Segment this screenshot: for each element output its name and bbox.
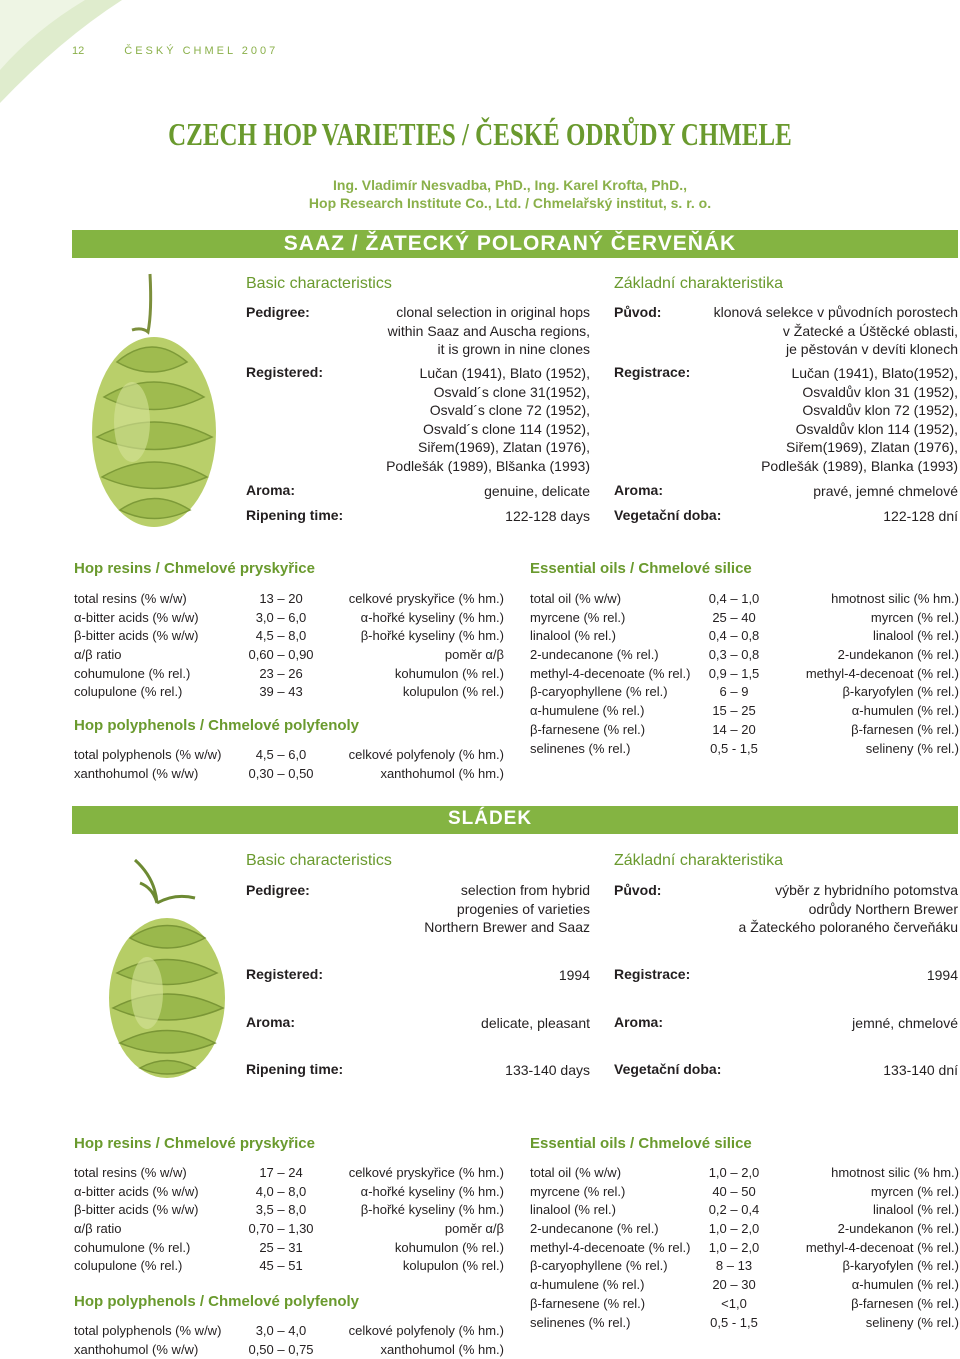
cell-range: 4,5 – 8,0	[255, 628, 307, 644]
label-pedigree: Pedigree:	[246, 304, 310, 320]
basic-heading-cz-saaz: Základní charakteristika	[614, 275, 783, 292]
cell-range: <1,0	[721, 1295, 747, 1311]
authors	[0, 176, 960, 212]
label-aroma: Aroma:	[246, 482, 296, 498]
cell-en: α/β ratio	[74, 1221, 122, 1237]
table-row	[530, 665, 959, 684]
value-vegetacni-doba: 122-128 dní	[883, 508, 958, 524]
cell-en: α-humulene (% rel.)	[530, 703, 645, 719]
cell-range: 6 – 9	[719, 684, 749, 700]
value-registrace	[761, 364, 958, 475]
value-pedigree	[424, 881, 590, 937]
cell-en: α-bitter acids (% w/w)	[74, 609, 199, 625]
cell-range: 3,0 – 6,0	[255, 609, 307, 625]
table-row	[74, 665, 504, 684]
label-puvod: Původ:	[614, 304, 662, 320]
resins-table-sladek	[74, 1164, 504, 1276]
polyphenols-heading-sladek: Hop polyphenols / Chmelové polyfenoly	[74, 1293, 360, 1310]
value-ripening-time: 133-140 days	[505, 1062, 590, 1078]
page-title: CZECH HOP VARIETIES / ČESKÉ ODRŮDY CHMELE	[168, 116, 792, 152]
cell-cz: xanthohumol (% hm.)	[380, 1341, 504, 1357]
value-line: selection from hybrid	[460, 882, 590, 898]
table-row	[530, 609, 959, 628]
value-registered	[386, 364, 590, 475]
cell-range: 0,9 – 1,5	[708, 665, 760, 681]
cell-cz: α-humulen (% rel.)	[851, 1277, 959, 1293]
table-row	[530, 683, 959, 702]
polyphenols-table-saaz	[74, 746, 504, 783]
cell-en: total resins (% w/w)	[74, 591, 187, 606]
cell-en: β-farnesene (% rel.)	[530, 1295, 646, 1311]
cell-cz: poměr α/β	[444, 647, 504, 663]
value-line: within Saaz and Auscha regions,	[387, 322, 590, 339]
table-row	[530, 646, 959, 665]
cell-en: 2-undecanone (% rel.)	[530, 1221, 659, 1237]
table-row	[74, 627, 504, 646]
cell-range: 14 – 20	[712, 721, 756, 737]
table-row	[74, 1239, 504, 1258]
oils-table-saaz	[530, 590, 959, 758]
cell-range: 15 – 25	[712, 703, 756, 719]
cell-range: 45 – 51	[259, 1258, 303, 1274]
authors-line-1: Ing. Vladimír Nesvadba, PhD., Ing. Karel Krofta, PhD.,	[333, 177, 687, 193]
cell-en: total polyphenols (% w/w)	[74, 1323, 222, 1338]
cell-en: colupulone (% rel.)	[74, 684, 183, 700]
variety-name-saaz: SAAZ / ŽATECKÝ POLORANÝ ČERVEŇÁK	[283, 232, 737, 255]
label-registered: Registered:	[246, 364, 324, 380]
table-row	[74, 1183, 504, 1202]
value-line: clonal selection in original hops	[396, 304, 590, 320]
polyphenols-table-sladek	[74, 1322, 504, 1359]
table-row	[530, 1295, 959, 1314]
label-aroma-cz: Aroma:	[614, 1014, 664, 1030]
value-vegetacni-doba: 133-140 dní	[883, 1062, 958, 1078]
cell-en: total polyphenols (% w/w)	[74, 747, 222, 762]
cell-range: 0,50 – 0,75	[248, 1341, 314, 1357]
variety-name-sladek: SLÁDEK	[447, 808, 533, 829]
value-line: a Žateckého poloraného červeňáku	[738, 919, 958, 935]
cell-en: β-caryophyllene (% rel.)	[530, 684, 668, 700]
table-row	[74, 590, 504, 609]
resins-table-saaz	[74, 590, 504, 702]
cell-cz: kohumulon (% rel.)	[394, 1239, 504, 1255]
value-line: Lučan (1941), Blato (1952),	[419, 365, 590, 381]
label-aroma-cz: Aroma:	[614, 482, 664, 498]
authors-line-2: Hop Research Institute Co., Ltd. / Chmelařský institut, s. r. o.	[308, 195, 712, 211]
cell-range: 4,0 – 8,0	[255, 1183, 307, 1199]
label-vegetacni-doba: Vegetační doba:	[614, 507, 722, 523]
cell-cz: 2-undekanon (% rel.)	[837, 1221, 959, 1237]
value-line: klonová selekce v původních porostech	[713, 304, 958, 320]
value-line: odrůdy Northern Brewer	[808, 900, 958, 917]
cell-cz: α-humulen (% rel.)	[851, 703, 959, 719]
cell-en: cohumulone (% rel.)	[74, 1239, 191, 1255]
cell-en: β-bitter acids (% w/w)	[74, 628, 199, 644]
cell-cz: celkové pryskyřice (% hm.)	[348, 1165, 504, 1180]
cell-range: 1,0 – 2,0	[708, 1239, 760, 1255]
cell-range: 0,5 - 1,5	[710, 740, 758, 756]
cell-range: 0,70 – 1,30	[248, 1221, 314, 1237]
value-line: Northern Brewer and Saaz	[424, 919, 590, 935]
cell-range: 3,0 – 4,0	[255, 1323, 307, 1338]
cell-range: 13 – 20	[259, 591, 303, 606]
hop-cone-image-saaz	[72, 272, 234, 534]
cell-cz: hmotnost silic (% hm.)	[831, 1165, 959, 1180]
cell-cz: selineny (% rel.)	[865, 1314, 959, 1330]
cell-en: total oil (% w/w)	[530, 1165, 622, 1180]
cell-range: 0,5 - 1,5	[710, 1314, 758, 1330]
value-registrace: 1994	[926, 967, 958, 983]
cell-en: linalool (% rel.)	[530, 1202, 616, 1218]
table-row	[530, 721, 959, 740]
cell-range: 0,2 – 0,4	[708, 1202, 760, 1218]
cell-en: myrcene (% rel.)	[530, 609, 626, 625]
cell-en: β-bitter acids (% w/w)	[74, 1202, 199, 1218]
table-row	[74, 1341, 504, 1359]
label-puvod: Původ:	[614, 882, 662, 898]
cell-range: 39 – 43	[259, 684, 303, 700]
table-row	[530, 1164, 959, 1183]
cell-range: 1,0 – 2,0	[708, 1221, 760, 1237]
cell-en: myrcene (% rel.)	[530, 1183, 626, 1199]
label-aroma: Aroma:	[246, 1014, 296, 1030]
cell-cz: linalool (% rel.)	[873, 1202, 959, 1218]
cell-en: xanthohumol (% w/w)	[74, 765, 199, 781]
cell-range: 20 – 30	[712, 1277, 756, 1293]
value-line: Osvald´s clone 72 (1952),	[429, 402, 590, 418]
cell-range: 0,30 – 0,50	[248, 765, 314, 781]
basic-heading-en-sladek: Basic characteristics	[246, 852, 392, 869]
value-aroma-cz: pravé, jemné chmelové	[813, 483, 958, 499]
cell-cz: methyl-4-decenoat (% rel.)	[805, 1239, 959, 1255]
value-aroma-cz: jemné, chmelové	[852, 1015, 958, 1031]
value-line: Osvaldův klon 72 (1952),	[802, 402, 958, 418]
value-line: je pěstován v devíti klonech	[786, 341, 958, 357]
table-row	[74, 646, 504, 665]
cell-cz: methyl-4-decenoat (% rel.)	[805, 665, 959, 681]
cell-range: 0,60 – 0,90	[248, 647, 314, 663]
table-row	[74, 609, 504, 628]
label-ripening-time: Ripening time:	[246, 1061, 344, 1077]
value-line: Siřem(1969), Zlatan (1976),	[418, 439, 590, 455]
cell-en: β-caryophyllene (% rel.)	[530, 1258, 668, 1274]
cell-en: cohumulone (% rel.)	[74, 665, 191, 681]
cell-en: α/β ratio	[74, 647, 122, 663]
table-row	[530, 1183, 959, 1202]
cell-cz: linalool (% rel.)	[873, 628, 959, 644]
resins-heading-saaz: Hop resins / Chmelové pryskyřice	[74, 560, 315, 577]
cell-en: α-bitter acids (% w/w)	[74, 1183, 199, 1199]
cell-cz: myrcen (% rel.)	[870, 1183, 959, 1199]
value-line: Lučan (1941), Blato(1952),	[791, 365, 958, 381]
table-row	[74, 1220, 504, 1239]
value-line: Osvald´s clone 31(1952),	[433, 383, 590, 400]
cell-en: 2-undecanone (% rel.)	[530, 647, 659, 663]
label-vegetacni-doba: Vegetační doba:	[614, 1061, 722, 1077]
table-row	[530, 590, 959, 609]
cell-cz: hmotnost silic (% hm.)	[831, 591, 959, 606]
cell-cz: α-hořké kyseliny (% hm.)	[360, 1183, 504, 1199]
basic-heading-en-saaz: Basic characteristics	[246, 275, 392, 292]
oils-heading-sladek: Essential oils / Chmelové silice	[530, 1135, 752, 1152]
cell-range: 1,0 – 2,0	[708, 1165, 760, 1180]
cell-cz: 2-undekanon (% rel.)	[837, 647, 959, 663]
cell-en: linalool (% rel.)	[530, 628, 616, 644]
label-registrace: Registrace:	[614, 364, 691, 380]
value-line: Osvaldův klon 31 (1952),	[802, 383, 958, 400]
value-registered: 1994	[558, 967, 590, 983]
running-title: ČESKÝ CHMEL 2007	[124, 45, 279, 57]
value-puvod	[739, 881, 958, 937]
cell-range: 3,5 – 8,0	[255, 1202, 307, 1218]
value-line: Podlešák (1989), Blšanka (1993)	[386, 457, 590, 474]
cell-cz: kolupulon (% rel.)	[402, 684, 504, 700]
label-ripening-time: Ripening time:	[246, 507, 344, 523]
value-line: Osvald´s clone 114 (1952),	[422, 420, 590, 437]
cell-cz: β-farnesen (% rel.)	[851, 721, 959, 737]
table-row	[74, 765, 504, 784]
value-line: výběr z hybridního potomstva	[775, 882, 958, 898]
table-row	[530, 1257, 959, 1276]
value-aroma: genuine, delicate	[484, 483, 590, 499]
cell-cz: selineny (% rel.)	[865, 740, 959, 756]
cell-cz: celkové pryskyřice (% hm.)	[348, 591, 504, 606]
label-registrace: Registrace:	[614, 966, 691, 982]
polyphenols-heading-saaz: Hop polyphenols / Chmelové polyfenoly	[74, 717, 360, 734]
cell-cz: α-hořké kyseliny (% hm.)	[360, 609, 504, 625]
cell-en: α-humulene (% rel.)	[530, 1277, 645, 1293]
cell-range: 25 – 40	[712, 609, 756, 625]
cell-en: colupulone (% rel.)	[74, 1258, 183, 1274]
cell-range: 23 – 26	[259, 665, 303, 681]
cell-cz: β-karyofylen (% rel.)	[842, 1258, 959, 1274]
oils-table-sladek	[530, 1164, 959, 1332]
value-puvod	[714, 303, 958, 359]
table-row	[530, 627, 959, 646]
value-line: v Žatecké a Úštěcké oblasti,	[782, 322, 958, 339]
table-row	[74, 1257, 504, 1276]
value-line: progenies of varieties	[456, 900, 590, 917]
cell-en: selinenes (% rel.)	[530, 740, 631, 756]
value-aroma: delicate, pleasant	[481, 1015, 590, 1031]
table-row	[530, 1276, 959, 1295]
table-row	[74, 1201, 504, 1220]
cell-range: 4,5 – 6,0	[255, 747, 307, 762]
value-line: Osvaldův klon 114 (1952),	[795, 420, 958, 437]
oils-heading-saaz: Essential oils / Chmelové silice	[530, 560, 752, 577]
table-row	[530, 702, 959, 721]
cell-cz: β-karyofylen (% rel.)	[842, 684, 959, 700]
cell-range: 17 – 24	[259, 1165, 303, 1180]
basic-heading-cz-sladek: Základní charakteristika	[614, 852, 783, 869]
value-pedigree	[388, 303, 590, 359]
cell-en: selinenes (% rel.)	[530, 1314, 631, 1330]
cell-cz: β-farnesen (% rel.)	[851, 1295, 959, 1311]
table-row	[74, 1164, 504, 1183]
cell-en: methyl-4-decenoate (% rel.)	[530, 665, 691, 681]
cell-range: 0,4 – 1,0	[708, 591, 760, 606]
cell-range: 8 – 13	[715, 1258, 753, 1274]
table-row	[74, 1322, 504, 1341]
hop-cone-image-sladek	[95, 858, 235, 1083]
value-line: it is grown in nine clones	[437, 341, 590, 357]
table-row	[530, 1220, 959, 1239]
label-pedigree: Pedigree:	[246, 882, 310, 898]
cell-en: total oil (% w/w)	[530, 591, 622, 606]
cell-cz: β-hořké kyseliny (% hm.)	[360, 628, 504, 644]
cell-cz: celkové polyfenoly (% hm.)	[348, 1323, 504, 1338]
cell-range: 40 – 50	[712, 1183, 756, 1199]
cell-cz: kolupulon (% rel.)	[402, 1258, 504, 1274]
table-row	[530, 1201, 959, 1220]
cell-en: β-farnesene (% rel.)	[530, 721, 646, 737]
table-row	[530, 1239, 959, 1258]
running-header	[72, 45, 278, 57]
page-number: 12	[72, 45, 85, 57]
cell-en: xanthohumol (% w/w)	[74, 1341, 199, 1357]
cell-cz: celkové polyfenoly (% hm.)	[348, 747, 504, 762]
cell-range: 0,4 – 0,8	[708, 628, 760, 644]
cell-range: 25 – 31	[259, 1239, 303, 1255]
value-ripening-time: 122-128 days	[505, 508, 590, 524]
table-row	[74, 746, 504, 765]
cell-cz: β-hořké kyseliny (% hm.)	[360, 1202, 504, 1218]
cell-range: 0,3 – 0,8	[708, 647, 760, 663]
cell-cz: kohumulon (% rel.)	[394, 665, 504, 681]
cell-cz: xanthohumol (% hm.)	[380, 765, 504, 781]
table-row	[530, 740, 959, 759]
label-registered: Registered:	[246, 966, 324, 982]
cell-cz: myrcen (% rel.)	[870, 609, 959, 625]
table-row	[530, 1314, 959, 1333]
value-line: Siřem(1969), Zlatan (1976),	[786, 439, 958, 455]
cell-cz: poměr α/β	[444, 1221, 504, 1237]
value-line: Podlešák (1989), Blanka (1993)	[761, 457, 958, 474]
resins-heading-sladek: Hop resins / Chmelové pryskyřice	[74, 1135, 315, 1152]
cell-en: methyl-4-decenoate (% rel.)	[530, 1239, 691, 1255]
table-row	[74, 683, 504, 702]
cell-en: total resins (% w/w)	[74, 1165, 187, 1180]
